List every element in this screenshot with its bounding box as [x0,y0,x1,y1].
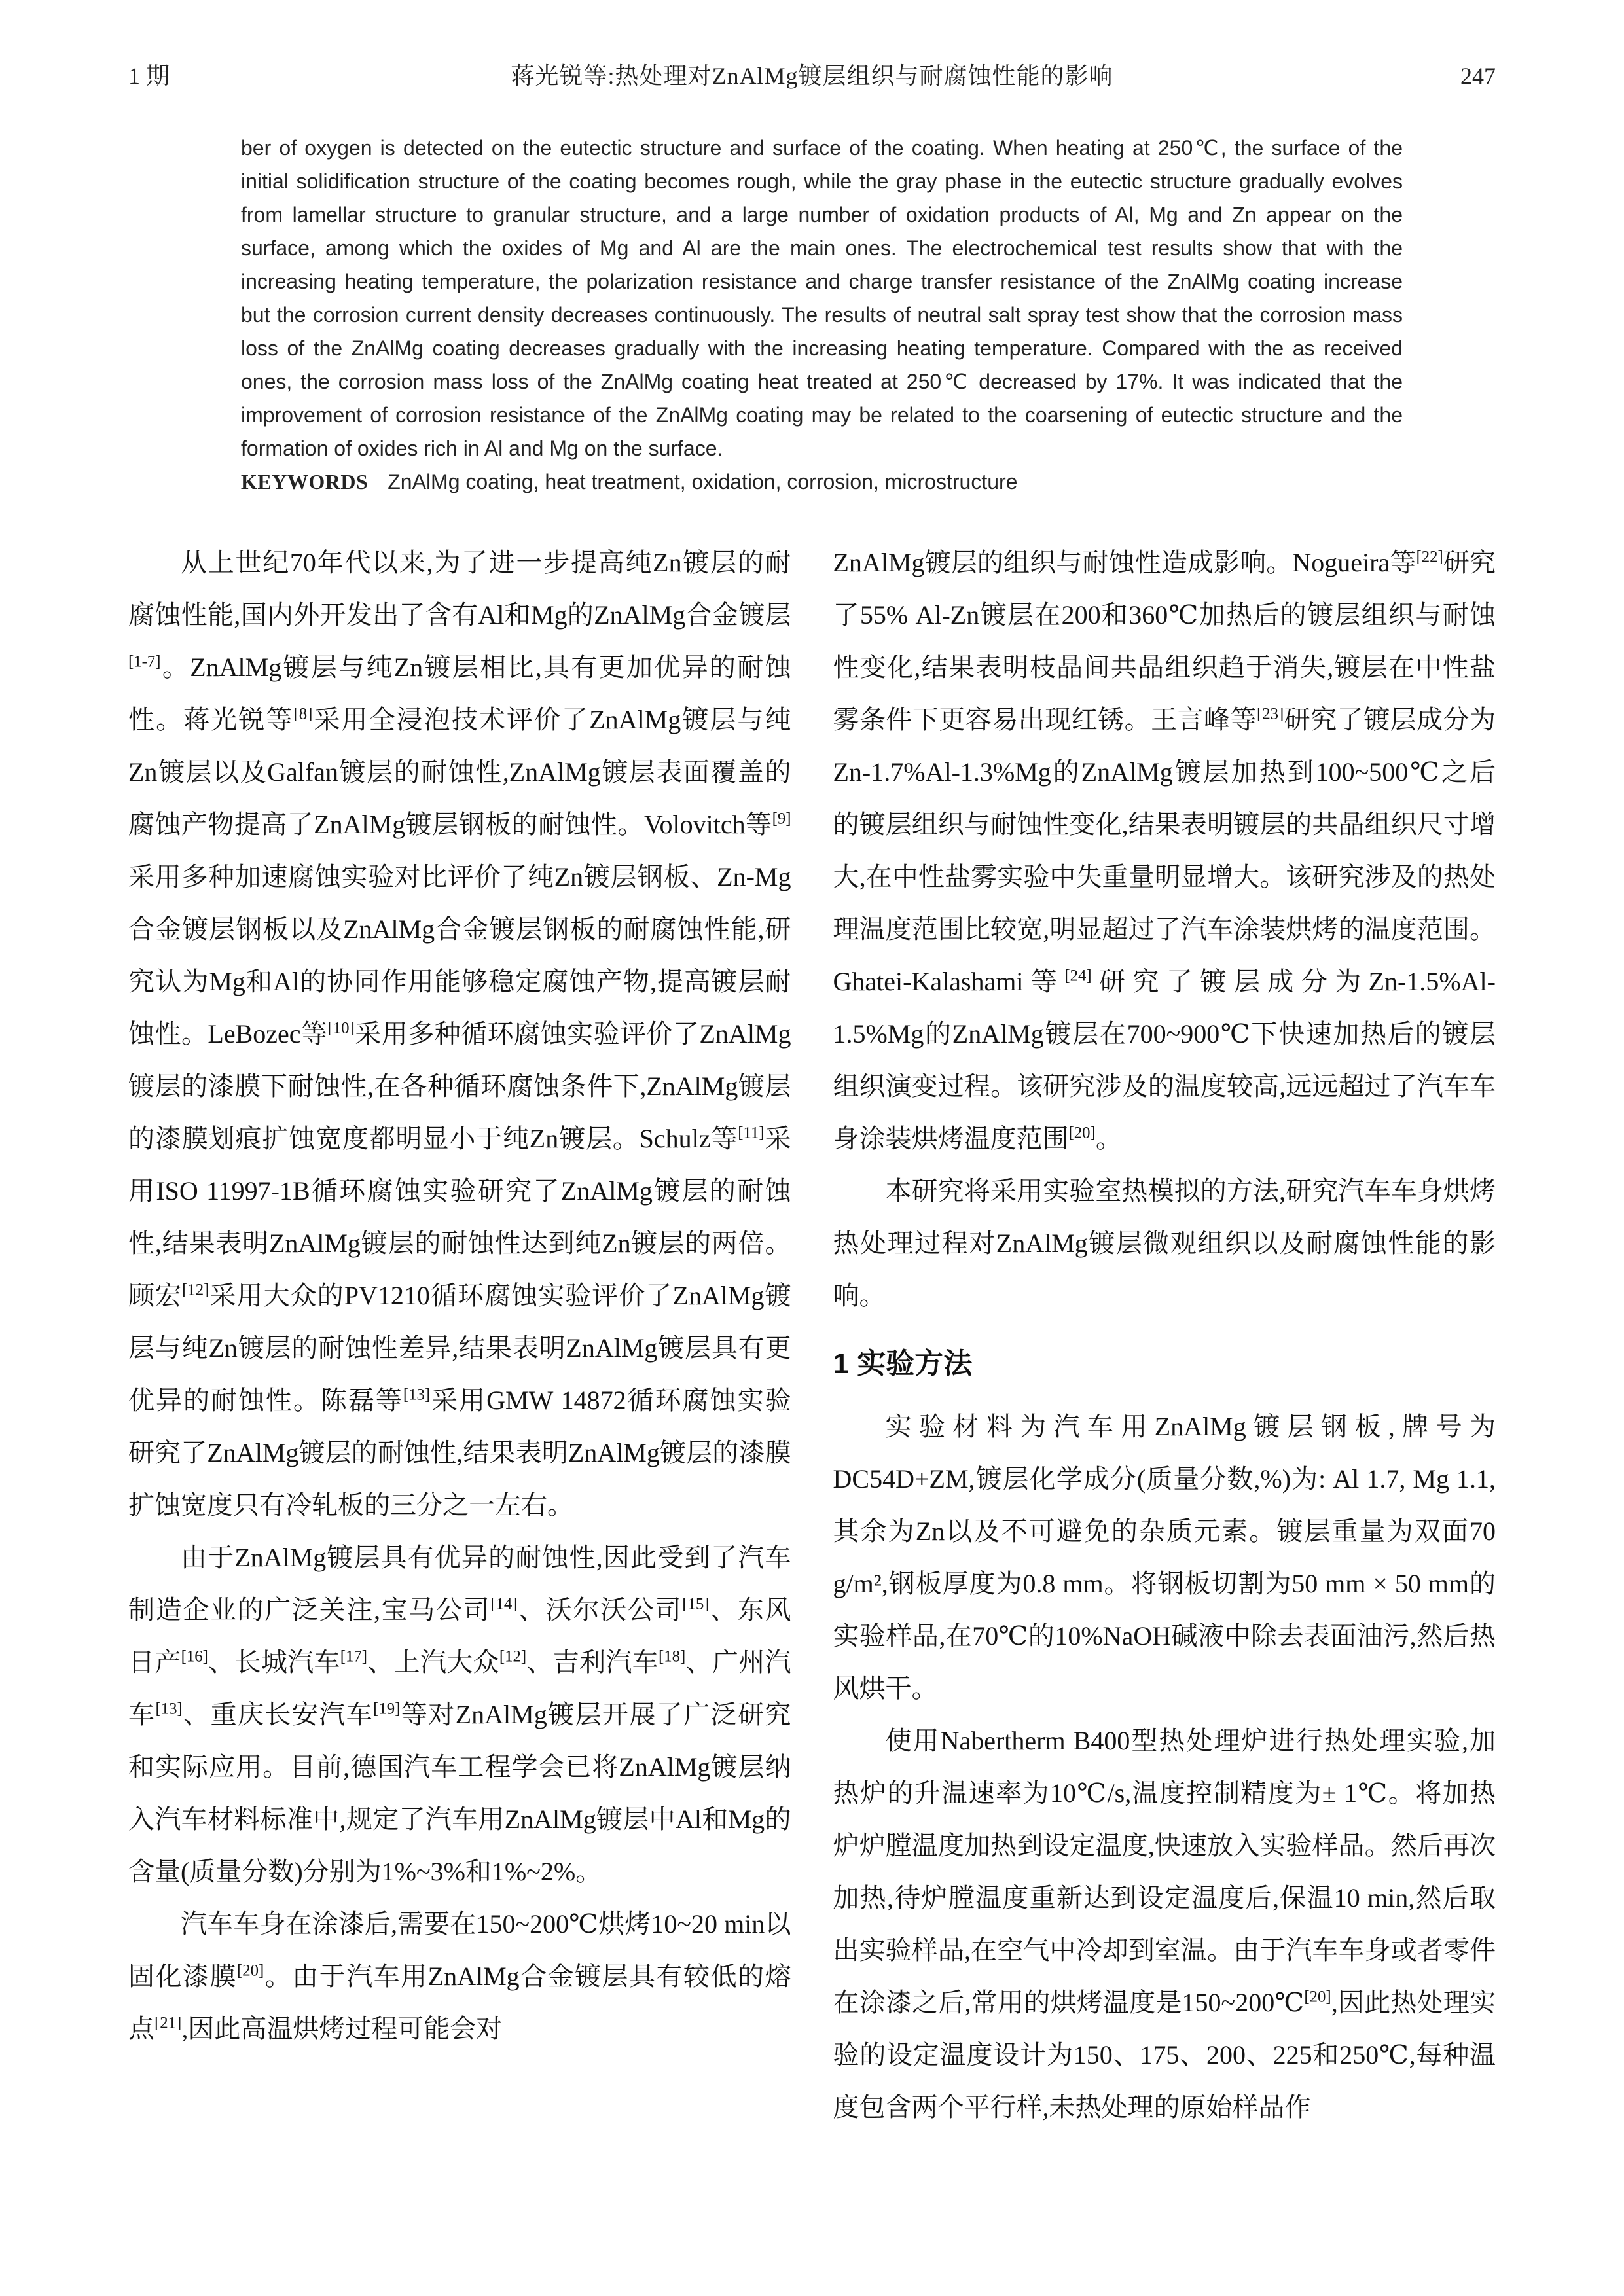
paragraph: ZnAlMg镀层的组织与耐蚀性造成影响。Nogueira等[22]研究了55% Al-Zn镀层在200和360℃加热后的镀层组织与耐蚀性变化,结果表明枝晶间共晶组织趋于消失,镀层在中性盐雾条件下更容易出现红锈。王言峰等[23]研究了镀层成分为Zn-1.7%Al-1.3%Mg的ZnAlMg镀层加热到100~500℃之后的镀层组织与耐蚀性变化,结果表明镀层的共晶组织尺寸增大,在中性盐雾实验中失重量明显增大。该研究涉及的热处理温度范围比较宽,明显超过了汽车涂装烘烤的温度范围。Ghatei-Kalashami等[24]研究了镀层成分为Zn-1.5%Al-1.5%Mg的ZnAlMg镀层在700~900℃下快速加热后的镀层组织演变过程。该研究涉及的温度较高,远远超过了汽车车身涂装烘烤温度范围[20]。 [833,548,1496,1153]
running-title: 蒋光锐等:热处理对ZnAlMg镀层组织与耐腐蚀性能的影响 [511,63,1113,89]
right-column [833,537,1496,2134]
page-header [128,58,1496,91]
paragraph: 实验材料为汽车用ZnAlMg镀层钢板,牌号为DC54D+ZM,镀层化学成分(质量分数,%)为: Al 1.7, Mg 1.1,其余为Zn以及不可避免的杂质元素。镀层重量为双面70 g/m²,钢板厚度为0.8 mm。将钢板切割为50 mm × 50 mm的实验样品,在70℃的10%NaOH碱液中除去表面油污,然后热风烘干。 [833,1412,1496,1703]
paragraph: 从上世纪70年代以来,为了进一步提高纯Zn镀层的耐腐蚀性能,国内外开发出了含有Al和Mg的ZnAlMg合金镀层[1-7]。ZnAlMg镀层与纯Zn镀层相比,具有更加优异的耐蚀性。蒋光锐等[8]采用全浸泡技术评价了ZnAlMg镀层与纯Zn镀层以及Galfan镀层的耐蚀性,ZnAlMg镀层表面覆盖的腐蚀产物提高了ZnAlMg镀层钢板的耐蚀性。Volovitch等[9]采用多种加速腐蚀实验对比评价了纯Zn镀层钢板、Zn-Mg合金镀层钢板以及ZnAlMg合金镀层钢板的耐腐蚀性能,研究认为Mg和Al的协同作用能够稳定腐蚀产物,提高镀层耐蚀性。LeBozec等[10]采用多种循环腐蚀实验评价了ZnAlMg镀层的漆膜下耐蚀性,在各种循环腐蚀条件下,ZnAlMg镀层的漆膜划痕扩蚀宽度都明显小于纯Zn镀层。Schulz等[11]采用ISO 11997-1B循环腐蚀实验研究了ZnAlMg镀层的耐蚀性,结果表明ZnAlMg镀层的耐蚀性达到纯Zn镀层的两倍。顾宏[12]采用大众的PV1210循环腐蚀实验评价了ZnAlMg镀层与纯Zn镀层的耐蚀性差异,结果表明ZnAlMg镀层具有更优异的耐蚀性。陈磊等[13]采用GMW 14872循环腐蚀实验研究了ZnAlMg镀层的耐蚀性,结果表明ZnAlMg镀层的漆膜扩蚀宽度只有冷轧板的三分之一左右。 [128,548,791,1520]
issue-label: 1 期 [128,63,170,89]
keywords-line [241,465,1403,499]
paragraph: 由于ZnAlMg镀层具有优异的耐蚀性,因此受到了汽车制造企业的广泛关注,宝马公司[14]、沃尔沃公司[15]、东风日产[16]、长城汽车[17]、上汽大众[12]、吉利汽车[18]、广州汽车[13]、重庆长安汽车[19]等对ZnAlMg镀层开展了广泛研究和实际应用。目前,德国汽车工程学会已将ZnAlMg镀层纳入汽车材料标准中,规定了汽车用ZnAlMg镀层中Al和Mg的含量(质量分数)分别为1%~3%和1%~2%。 [128,1543,791,1886]
page-number: 247 [1460,63,1496,89]
abstract-block [241,132,1403,499]
section-heading: 1 实验方法 [833,1348,973,1380]
keywords-text: ZnAlMg coating, heat treatment, oxidation, corrosion, microstructure [388,470,1018,493]
left-column [128,537,791,2134]
body-columns [128,537,1496,2134]
paragraph: 本研究将采用实验室热模拟的方法,研究汽车车身烘烤热处理过程对ZnAlMg镀层微观组织以及耐腐蚀性能的影响。 [833,1176,1496,1310]
paragraph: 汽车车身在涂漆后,需要在150~200℃烘烤10~20 min以固化漆膜[20]。由于汽车用ZnAlMg合金镀层具有较低的熔点[21],因此高温烘烤过程可能会对 [128,1909,791,2043]
paragraph: 使用Nabertherm B400型热处理炉进行热处理实验,加热炉的升温速率为10℃/s,温度控制精度为± 1℃。将加热炉炉膛温度加热到设定温度,快速放入实验样品。然后再次加热,待炉膛温度重新达到设定温度后,保温10 min,然后取出实验样品,在空气中冷却到室温。由于汽车车身或者零件在涂漆之后,常用的烘烤温度是150~200℃[20],因此热处理实验的设定温度设计为150、175、200、225和250℃,每种温度包含两个平行样,未热处理的原始样品作 [833,1726,1496,2122]
keywords-label: KEYWORDS [241,470,369,493]
abstract-text: ber of oxygen is detected on the eutectic structure and surface of the coating. When heating at 250℃, the surface of the initial solidification structure of the coating becomes rough, while the gray phase in the eutectic structure gradually evolves from lamellar structure to granular structure, and a large number of oxidation products of Al, Mg and Zn appear on the surface, among which the oxides of Mg and Al are the main ones. The electrochemical test results show that with the increasing heating temperature, the polarization resistance and charge transfer resistance of the ZnAlMg coating increase but the corrosion current density decreases continuously. The results of neutral salt spray test show that the corrosion mass loss of the ZnAlMg coating decreases gradually with the increasing heating temperature. Compared with the as received ones, the corrosion mass loss of the ZnAlMg coating heat treated at 250℃ decreased by 17%. It was indicated that the improvement of corrosion resistance of the ZnAlMg coating may be related to the coarsening of eutectic structure and the formation of oxides rich in Al and Mg on the surface. [241,136,1403,460]
